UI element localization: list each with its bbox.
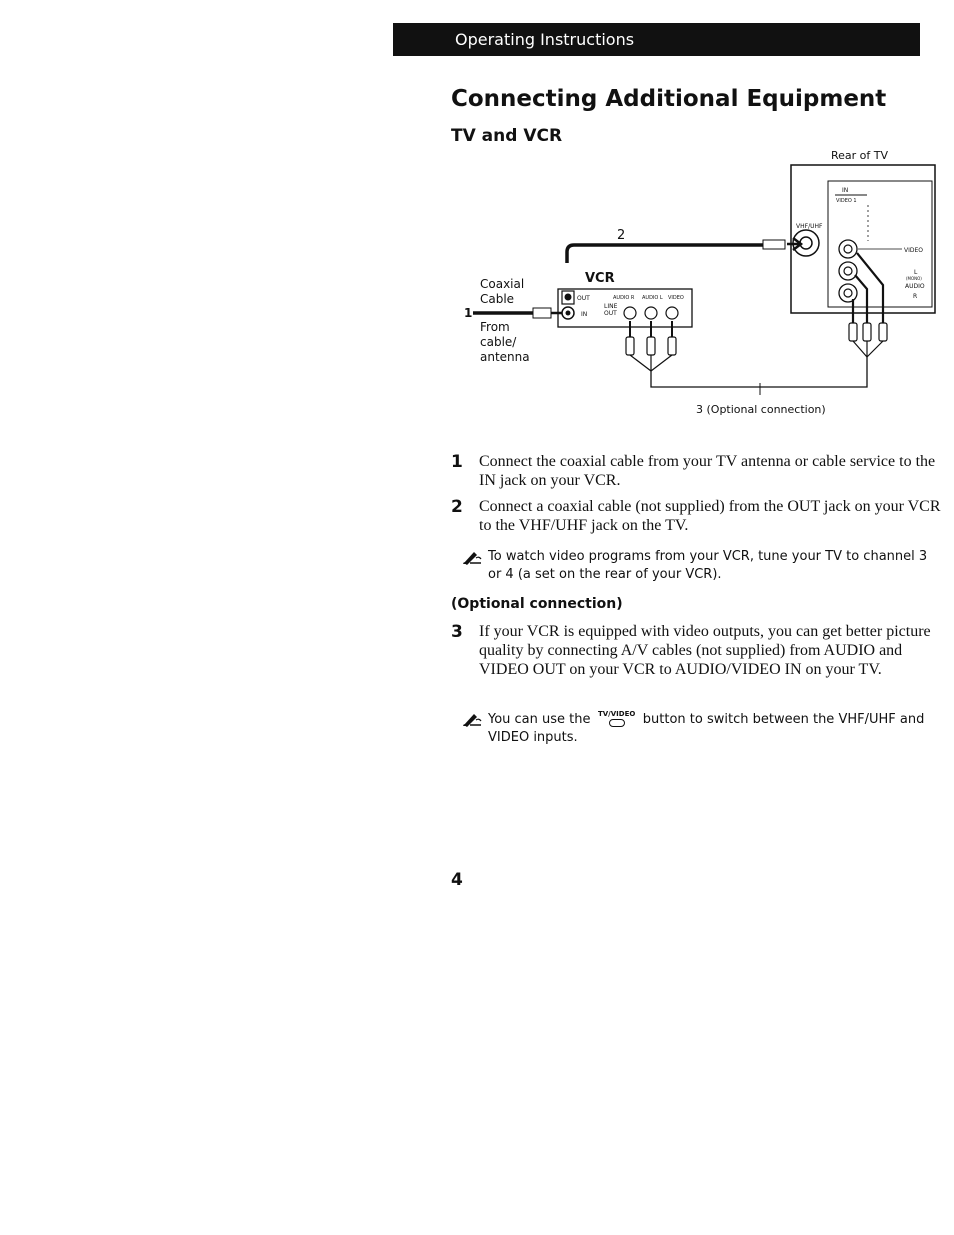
tv-av-plug-2 xyxy=(863,323,871,341)
optional-connection-heading: (Optional connection) xyxy=(451,596,623,612)
vcr-audio-l-label: AUDIO L xyxy=(642,295,663,301)
vcr-in-label: IN xyxy=(581,311,588,318)
av-cable-right-bundle xyxy=(853,341,883,357)
tv-av-plug-3 xyxy=(879,323,887,341)
tv-r-label: R xyxy=(913,293,918,300)
note-1-text: To watch video programs from your VCR, tune your TV to channel 3 or 4 (a set on the rear of your VCR). xyxy=(488,549,928,582)
tv-audio-r-jack-inner xyxy=(844,289,852,297)
tv-video-jack xyxy=(839,240,857,258)
cable-2-plug xyxy=(763,240,785,249)
vcr-line-out-label: OUT xyxy=(604,310,617,317)
step-1-number: 1 xyxy=(451,452,463,472)
optional-caption: 3 (Optional connection) xyxy=(696,403,826,416)
cable-2-number: 2 xyxy=(617,228,626,243)
tv-video-button-glyph xyxy=(597,710,637,728)
vcr-line-label: LINE xyxy=(604,303,618,310)
vcr-audio-l-jack xyxy=(645,307,657,319)
page-number: 4 xyxy=(451,870,463,890)
step-2-text: Connect a coaxial cable (not supplied) from the OUT jack on your VCR to the VHF/UHF jack on the TV. xyxy=(479,498,941,534)
rear-of-tv-label: Rear of TV xyxy=(831,149,889,162)
vcr-video-jack xyxy=(666,307,678,319)
cable-2-arrow xyxy=(787,238,801,250)
tv-audio-label: AUDIO xyxy=(905,283,925,290)
step-2 xyxy=(451,497,946,537)
vhf-uhf-jack-inner xyxy=(800,237,812,249)
tv-video-button-oval xyxy=(609,719,625,727)
step-1 xyxy=(451,452,946,492)
step-1-text: Connect the coaxial cable from your TV antenna or cable service to the IN jack on your VCR. xyxy=(479,453,936,489)
vcr-label: VCR xyxy=(585,271,615,286)
tv-l-label: L xyxy=(914,269,918,276)
step-3 xyxy=(451,622,946,702)
page-title: Connecting Additional Equipment xyxy=(451,86,887,112)
vcr-av-plug-2 xyxy=(647,337,655,355)
antenna-label: antenna xyxy=(480,350,530,364)
tv-mono-label: (MONO) xyxy=(906,276,922,281)
tv-audio-l-jack-inner xyxy=(844,267,852,275)
tv-video1-label: VIDEO 1 xyxy=(836,198,857,204)
cable-slash-label: cable/ xyxy=(480,335,517,349)
vcr-out-jack-inner xyxy=(565,294,572,301)
header-bar xyxy=(393,23,920,56)
note-2 xyxy=(462,710,946,748)
tv-audio-r-jack xyxy=(839,284,857,302)
tv-av-plug-1 xyxy=(849,323,857,341)
cable-1-number: 1 xyxy=(464,306,473,320)
vcr-audio-r-jack xyxy=(624,307,636,319)
section-title: TV and VCR xyxy=(451,126,563,146)
vcr-video-label: VIDEO xyxy=(668,295,684,301)
note-1 xyxy=(462,548,946,586)
vcr-av-plug-3 xyxy=(668,337,676,355)
av-cable-left-bundle xyxy=(630,355,672,371)
av-cable-run xyxy=(651,357,867,387)
note-2-text xyxy=(488,710,944,747)
step-3-number: 3 xyxy=(451,622,463,642)
step-3-text: If your VCR is equipped with video outputs, you can get better picture quality by connecting A/V cables (not supplied) from AUDIO and VIDEO OUT on your VCR to AUDIO/VIDEO IN on your TV. xyxy=(479,623,931,678)
note-pencil-icon xyxy=(462,549,482,565)
step-2-number: 2 xyxy=(451,497,463,517)
cable-1-plug xyxy=(533,308,551,318)
note-2-before: You can use the xyxy=(488,712,591,727)
tv-in-label: IN xyxy=(842,187,849,194)
tv-video-button-label: TV/VIDEO xyxy=(597,710,636,718)
coaxial-label: Coaxial xyxy=(480,277,525,291)
note-2-after: button to switch between the VHF/UHF and VIDEO inputs. xyxy=(488,712,925,745)
tv-video-label: VIDEO xyxy=(904,247,924,254)
vcr-av-plug-1 xyxy=(626,337,634,355)
vhf-uhf-label: VHF/UHF xyxy=(796,223,823,230)
vcr-in-jack-inner xyxy=(566,311,571,316)
coax-cable-2 xyxy=(567,245,763,263)
note-pencil-icon xyxy=(462,711,482,727)
header-label: Operating Instructions xyxy=(455,30,635,49)
tv-video-jack-inner xyxy=(844,245,852,253)
cable-label: Cable xyxy=(480,292,515,306)
tv-audio-l-jack xyxy=(839,262,857,280)
connection-diagram xyxy=(455,145,940,425)
vcr-out-label: OUT xyxy=(577,295,590,302)
vcr-audio-r-label: AUDIO R xyxy=(613,295,635,301)
from-label: From xyxy=(480,320,510,334)
tv-rear-panel xyxy=(791,165,935,313)
tv-av-cable-l xyxy=(855,275,867,323)
